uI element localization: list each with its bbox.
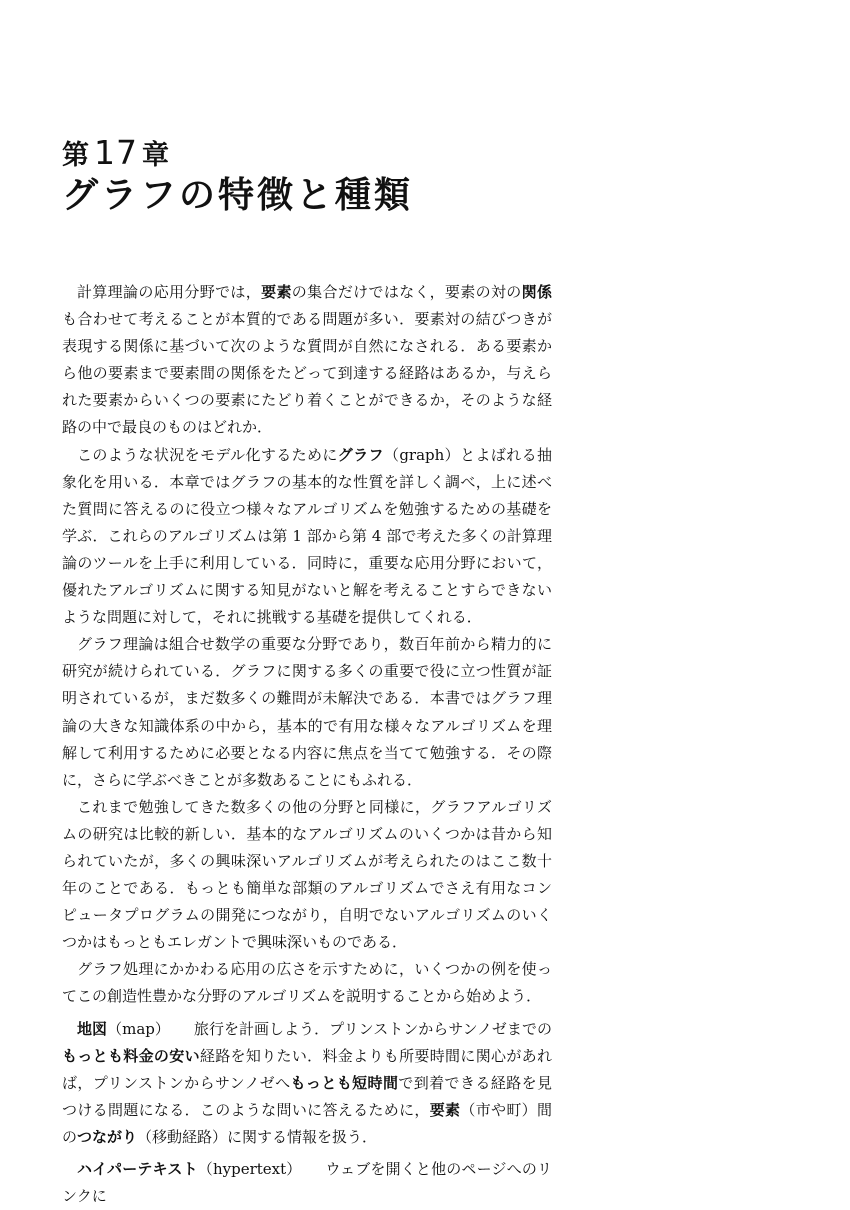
chapter-body	[62, 279, 552, 1210]
example-term: ハイパーテキスト	[77, 1160, 198, 1178]
text-span: （移動経路）に関する情報を扱う．	[137, 1127, 378, 1146]
text-span: も合わせて考えることが本質的である問題が多い．要素対の結びつきが表現する関係に基づいて次のような質問が自然になされる．ある要素から他の要素まで要素間の関係をたどって到達する経路はあるか，与えられた要素からいくつの要素にたどり着くことができるか，そのような経路の中で最良のものはどれか．	[62, 310, 552, 437]
bold-term: つながり	[77, 1127, 138, 1146]
bold-term: 要素	[429, 1100, 461, 1119]
chapter-label-prefix: 第	[62, 140, 90, 171]
text-span: 計算理論の応用分野では，	[77, 283, 262, 301]
chapter-title: グラフの特徴と種類	[62, 175, 414, 216]
bold-term: 関係	[521, 283, 552, 301]
paragraph-intro	[62, 279, 552, 442]
text-span: （graph）とよばれる抽象化を用いる．本章ではグラフの基本的な性質を詳しく調べ，上に述べた質問に答えるのに役立つ様々なアルゴリズムを勉強するための基礎を学ぶ．これらのアルゴリズムは第 1 部から第 4 部で考えた多くの計算理論のツールを上手に利用している．同時に，重要な応用分野において，優れたアルゴリズムに関する知見がないと解を考えることすらできないような問題に対して，それに挑戦する基礎を提供してくれる．	[62, 445, 552, 627]
text-span: ウェブを開くと他のページへのリンクに	[62, 1160, 552, 1206]
chapter-number-value: 17	[94, 133, 138, 172]
example-term-english: （hypertext）	[197, 1160, 302, 1178]
bold-term: グラフ	[337, 445, 384, 464]
example-term: 地図	[77, 1019, 108, 1038]
text-span: の集合だけではなく，要素の対の	[291, 283, 522, 301]
paragraph-graph-algorithms: これまで勉強してきた数多くの他の分野と同様に，グラフアルゴリズムの研究は比較的新しい．基本的なアルゴリズムのいくつかは昔から知られていたが，多くの興味深いアルゴリズムが考えられたのはここ数十年のことである．もっとも簡単な部類のアルゴリズムでさえ有用なコンピュータプログラムの開発につながり，自明でないアルゴリズムのいくつかはもっともエレガントで興味深いものである．	[62, 797, 552, 952]
chapter-number	[62, 133, 170, 173]
chapter-label-suffix: 章	[142, 140, 170, 171]
text-span: で到着できる経路を見つける問題になる．このような問いに答えるために，	[62, 1073, 552, 1119]
bold-term: 要素	[261, 283, 292, 301]
text-span: 旅行を計画しよう．プリンストンからサンノゼまでの	[193, 1019, 552, 1038]
bold-term: もっとも料金の安い	[62, 1046, 200, 1065]
paragraph-applications: グラフ処理にかかわる応用の広さを示すために，いくつかの例を使ってこの創造性豊かな分野のアルゴリズムを説明することから始めよう．	[62, 960, 552, 1006]
text-span: 経路を知りたい．料金よりも所要時間に関心があれば，プリンストンからサンノゼへ	[62, 1046, 552, 1092]
bold-term: もっとも短時間	[290, 1073, 399, 1092]
text-span: このような状況をモデル化するために	[77, 445, 338, 464]
text-span: （市や町）間の	[62, 1100, 552, 1146]
example-term-english: （map）	[107, 1019, 170, 1038]
paragraph-graph-theory: グラフ理論は組合せ数学の重要な分野であり，数百年前から精力的に研究が続けられている．グラフに関する多くの重要で役に立つ性質が証明されているが，まだ数多くの難問が未解決である．本書ではグラフ理論の大きな知識体系の中から，基本的で有用な様々なアルゴリズムを理解して利用するために必要となる内容に焦点を当てて勉強する．その際に，さらに学ぶべきことが多数あることにもふれる．	[62, 635, 552, 789]
example-map	[62, 1016, 552, 1151]
paragraph-graph-model	[62, 442, 552, 632]
example-hypertext	[62, 1156, 552, 1210]
